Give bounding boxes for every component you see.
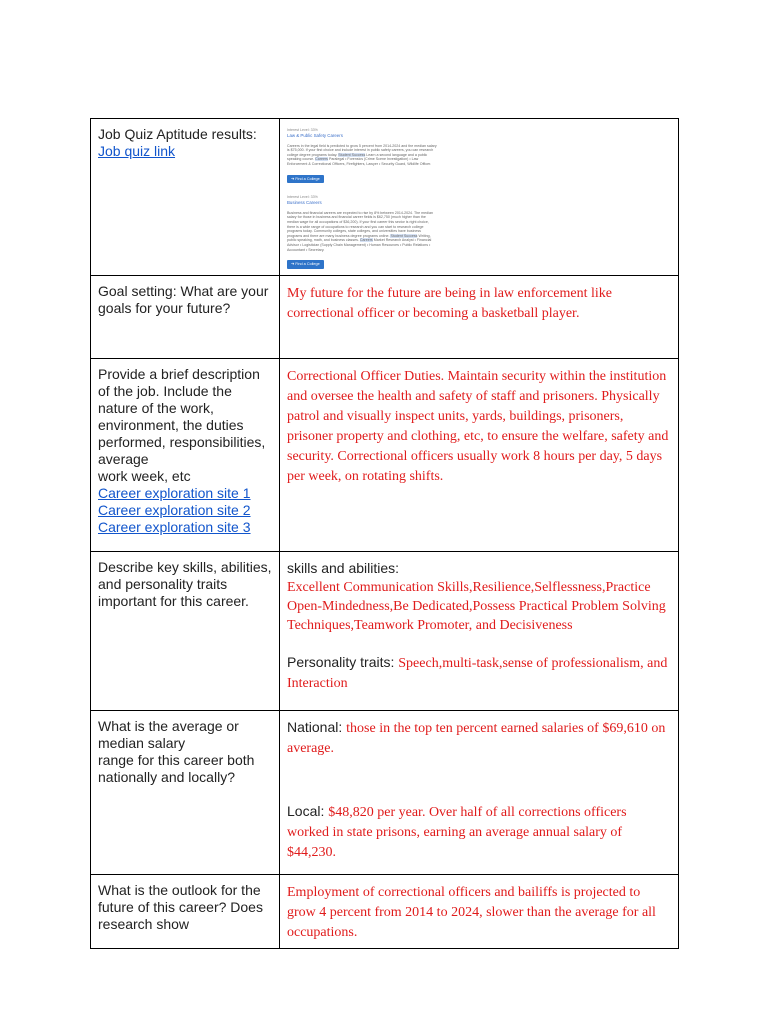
description-question: Provide a brief description of the job. Include the nature of the work, environment, the duties performed, responsibilities, average (98, 365, 266, 467)
skills-question: Describe key skills, abilities, and personality traits important for this career. (98, 558, 272, 609)
result-body-text: Market Research Analyst • Financial Advisor • Logistician (Supply Chain Management) • Human Resources • Public Relations • Accountant • Secretary. (287, 238, 432, 252)
career-exploration-link-3[interactable]: Career exploration site 3 (98, 518, 251, 535)
national-salary-answer: those in the top ten percent earned salaries of $69,610 on average. (287, 720, 666, 756)
career-exploration-link-1[interactable]: Career exploration site 1 (98, 484, 251, 501)
job-quiz-question: Job Quiz Aptitude results: (98, 126, 257, 142)
row-job-quiz (91, 119, 679, 276)
result-body (287, 211, 437, 252)
quiz-result-law (287, 128, 671, 195)
career-worksheet-table (90, 118, 679, 949)
row-goal-setting (91, 275, 679, 358)
outlook-answer-cell (280, 874, 679, 948)
skills-answer: Excellent Communication Skills,Resilience,Selflessness,Practice Open-Mindedness,Be Dedicated,Possess Practical Problem Solving Techniques,Teamwork Promoter, and Decisiveness (287, 579, 666, 633)
result-title: Business Careers (287, 199, 322, 205)
result-highlight: Student Success (338, 152, 366, 157)
result-title: Law & Public Safety Careers (287, 132, 343, 138)
result-body-text: Learn a second language and a public speaking course. (287, 152, 428, 162)
salary-question: What is the average or median salary (98, 717, 239, 751)
result-body-text: Business and financial careers are expected to rise by 8% between 2014-2024. The median salary for those in business and financial career fields is $62,750 (much higher than the median wage for all occupations of $36,200). If your first career this sector is right choice, there is a wide range of occupations to research and you can start to research college programs today. Community colleges, state colleges, and universities have business programs and there are many business degree programs online. (287, 210, 433, 238)
result-body (287, 144, 437, 167)
result-body-text: Careers in the legal field is predicted to grow 5 percent from 2014-2024 and the median salary is $75,000. If your first choice and include interest in public safety careers, you can research college degree programs today. (287, 143, 437, 157)
skills-answer-cell (280, 551, 679, 710)
job-quiz-results-cell (280, 119, 679, 276)
row-outlook (91, 874, 679, 948)
goal-answer-cell (280, 275, 679, 358)
goal-question: Goal setting: What are your goals for your future? (98, 282, 269, 316)
salary-answer-cell (280, 710, 679, 874)
skills-question-cell (91, 551, 280, 710)
quiz-result-business (287, 195, 671, 269)
national-label: National: (287, 718, 347, 735)
traits-label: Personality traits: (287, 653, 399, 670)
result-interest-level: Interest Level: 33% (287, 128, 318, 132)
local-label: Local: (287, 802, 329, 819)
result-body-text: Paralegal • Forensics (Crime Scene Investigation) • Law Enforcement & Correctional Officers, Firefighters, Lawyer • Security Guard, Wildlife Officer. (287, 157, 432, 166)
salary-question-cell (91, 710, 280, 874)
row-skills (91, 551, 679, 710)
quiz-results-screenshot (287, 126, 671, 269)
description-question-cell (91, 358, 280, 551)
row-salary (91, 710, 679, 874)
result-highlight: Student Success (390, 233, 418, 238)
goal-answer: My future for the future are being in law enforcement like correctional officer or becoming a basketball player. (287, 285, 612, 321)
outlook-question-cell (91, 874, 280, 948)
description-answer-cell (280, 358, 679, 551)
result-highlight: Careers (315, 157, 328, 162)
description-answer: Correctional Officer Duties. Maintain security within the institution and oversee the health and safety of staff and prisoners. Physically patrol and visually inspect units, yards, buildings, prisoners, prisoner property and clothing, etc, to ensure the welfare, safety and security. Correctional officers usually work 8 hours per day, 5 days per week, on rotating shifts. (287, 368, 669, 484)
result-highlight: Careers (359, 238, 373, 243)
outlook-question: What is the outlook for the future of this career? Does research show (98, 881, 263, 932)
job-quiz-link[interactable]: Job quiz link (98, 143, 176, 159)
description-question-continued: work week, etc (98, 467, 191, 484)
find-college-button[interactable]: ➔ Find a College (287, 175, 324, 184)
salary-question-continued: range for this career both nationally and locally? (98, 751, 255, 785)
goal-question-cell (91, 275, 280, 358)
outlook-answer: Employment of correctional officers and bailiffs is projected to grow 4 percent from 2014 to 2024, slower than the average for all occupations. (287, 884, 656, 940)
result-body-text: Writing, public speaking, math, and business classes. (287, 233, 431, 243)
job-quiz-question-cell (91, 119, 280, 276)
skills-label: skills and abilities: (287, 559, 400, 576)
career-exploration-link-2[interactable]: Career exploration site 2 (98, 501, 251, 518)
local-salary-answer: $48,820 per year. Over half of all corrections officers worked in state prisons, earning an average annual salary of $44,230. (287, 804, 627, 860)
result-interest-level: Interest Level: 33% (287, 195, 318, 200)
find-college-button[interactable]: ➔ Find a College (287, 260, 324, 269)
row-job-description (91, 358, 679, 551)
traits-answer: Speech,multi-task,sense of professionalism, and Interaction (287, 655, 668, 691)
